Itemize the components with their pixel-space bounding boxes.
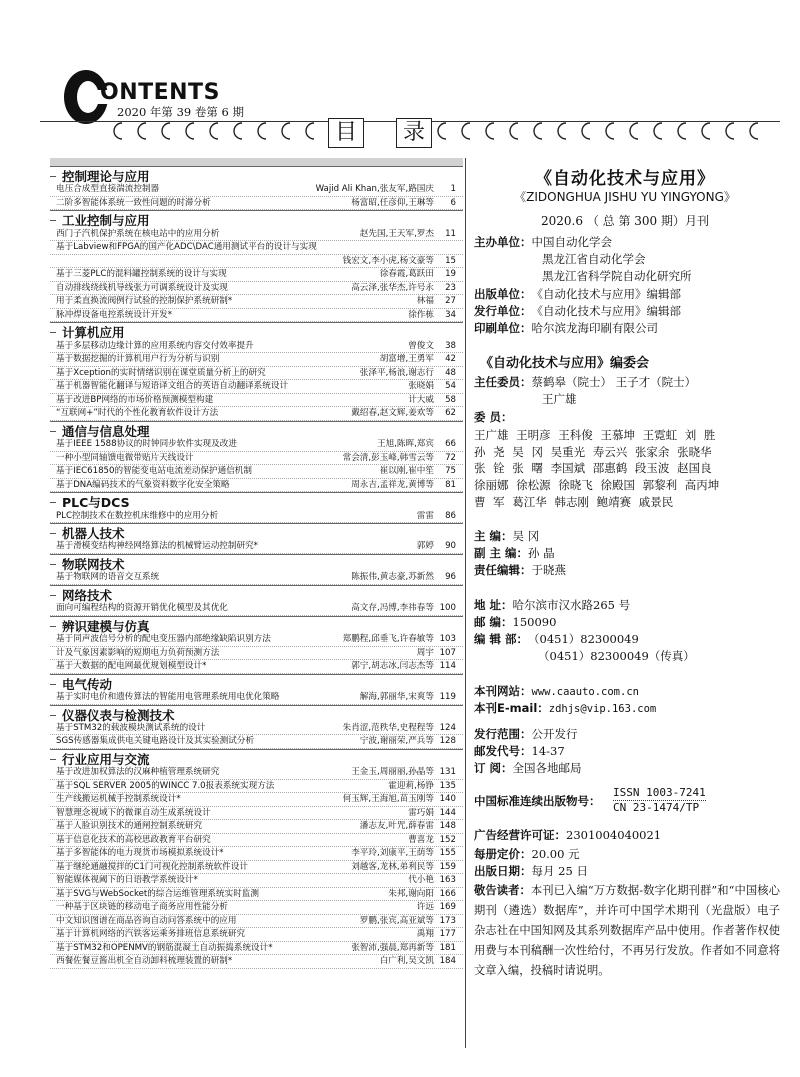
article-entry[interactable] [56, 722, 456, 734]
article-authors: 赵先国,王天军,罗杰 [359, 228, 434, 239]
issn-block [613, 786, 706, 815]
sponsor-3: 黑龙江省科学院自动化研究所 [542, 269, 692, 283]
article-entry[interactable] [56, 874, 456, 886]
email-label: 本刊E-mail： [474, 701, 549, 715]
article-authors: 雷雷 [416, 510, 434, 521]
article-authors: 解海,郭丽华,宋爽等 [359, 692, 434, 702]
article-title: 基于信息化技术的高校思政教育平台研究 [56, 834, 211, 845]
postcode-value: 150090 [512, 615, 557, 629]
article-title: 基于改进BP网络的市场价格预测模型构建 [56, 394, 214, 405]
article-authors: 胡富增,王勇军 [379, 354, 434, 365]
article-entry[interactable] [56, 633, 456, 645]
article-title: 电压合成型直接湍流控制器 [56, 184, 160, 195]
article-page: 75 [445, 466, 456, 477]
sponsor-row [474, 234, 612, 250]
article-page: 19 [445, 269, 456, 280]
article-authors: 雷巧娟 [408, 807, 434, 818]
article-title: 西门子汽机保护系统在核电站中的应用分析 [56, 228, 220, 239]
scope-label: 发行范围： [474, 727, 532, 741]
article-entry[interactable] [56, 197, 456, 209]
deputy-label: 副 主 编： [474, 546, 529, 560]
address-value: 哈尔滨市汉水路265 号 [512, 598, 631, 612]
members-row: 张 铨 张 曙 李国斌 邵惠鹤 段玉波 赵国良 [474, 461, 712, 476]
article-entry[interactable] [56, 380, 456, 392]
article-page: 128 [439, 736, 456, 747]
section-heading: 行业应用与交流 [62, 751, 150, 767]
scope-row [474, 726, 578, 742]
section-heading: 电气传动 [62, 676, 113, 692]
article-title: 基于大数据的配电网最优规划模型设计* [56, 661, 207, 672]
article-title: 计及气象因素影响的短期电力负荷预测方法 [56, 647, 220, 658]
article-authors: 周永吉,孟祥龙,黄博等 [351, 479, 434, 490]
article-entry[interactable] [56, 766, 456, 778]
article-entry[interactable] [56, 510, 456, 522]
article-title: 基于继纶通融搅拌的C1门可视化控制系统软件设计 [56, 861, 248, 872]
article-entry[interactable] [56, 861, 456, 873]
postal-code-value: 14-37 [531, 744, 565, 758]
committee-chair-row [474, 374, 696, 390]
distributor-row [474, 303, 681, 319]
ad-license-value: 2301004040021 [566, 828, 662, 842]
article-title: 自动排线绕线机导线张力可调系统设计及实现 [56, 282, 228, 293]
article-page: 72 [445, 452, 456, 463]
ad-license-label: 广告经营许可证： [474, 828, 566, 842]
article-authors: 宁波,谢丽荣,严兵等 [359, 736, 434, 747]
article-authors: 钱宏文,李小虎,杨文豪等 [342, 255, 434, 266]
article-entry[interactable] [56, 309, 456, 321]
article-entry[interactable] [56, 282, 456, 294]
article-title: 基于改进加权算法的汉麻种植管理系统研究 [56, 767, 220, 778]
article-page: 38 [445, 340, 456, 351]
article-page: 6 [450, 197, 456, 208]
article-authors: 禹翔 [416, 929, 434, 940]
article-page: 159 [439, 861, 456, 872]
distributor-value: 《自动化技术与应用》编辑部 [531, 304, 681, 318]
fax-value: （0451）82300049（传真） [538, 649, 695, 663]
article-title: 基于人脸识别技术的通闸控制系统研究 [56, 821, 203, 832]
publisher-label: 出版单位： [474, 287, 532, 301]
article-authors: 李平玲,刘康平,王荫等 [351, 848, 434, 859]
article-page: 34 [445, 309, 456, 320]
article-entry[interactable] [56, 407, 456, 419]
section-heading: 辨识建模与仿真 [62, 618, 150, 634]
article-title: 基于Labview和FPGA的国产化ADC\DAC通用测试平台的设计与实现 [56, 242, 317, 253]
article-page: 1 [450, 184, 456, 195]
article-entry[interactable] [56, 241, 456, 253]
contents-heading: ONTENTS [100, 80, 220, 105]
members-label: 委 员： [474, 410, 513, 424]
article-authors: 朱肖涩,范秩华,史程程等 [342, 722, 434, 733]
article-page: 42 [445, 354, 456, 365]
article-authors: 郑鹏程,邱垂飞,许春敏等 [342, 634, 434, 645]
members-row: 孙 尧 吴 冈 吴重光 寿云兴 张家余 张晓华 [474, 444, 712, 459]
article-authors: 王金玉,周丽丽,孙晶等 [351, 767, 434, 778]
article-entry[interactable] [56, 602, 456, 614]
article-entry[interactable] [56, 367, 456, 379]
subscription-row [474, 760, 582, 776]
printer-row [474, 320, 658, 336]
article-authors: 代小艳 [408, 875, 434, 886]
article-entry[interactable] [56, 540, 456, 552]
article-title: 智能媒体视阈下的日语教学系统设计* [56, 875, 198, 886]
article-page: 181 [439, 942, 456, 953]
article-page: 144 [439, 807, 456, 818]
notice-label: 敬告读者： [474, 884, 531, 897]
article-page: 119 [439, 692, 456, 702]
article-authors: Wajid Ali Khan,张友军,路国庆 [315, 184, 434, 195]
chief-value: 吴 冈 [512, 529, 540, 543]
price-value: 20.00 元 [531, 847, 580, 861]
distributor-label: 发行单位： [474, 304, 532, 318]
toc-top-band [50, 158, 463, 166]
article-page: 135 [439, 780, 456, 791]
section-heading: PLC与DCS [62, 495, 130, 511]
section-heading: 物联网技术 [62, 556, 125, 572]
article-page: 48 [445, 367, 456, 378]
address-row [474, 597, 630, 613]
article-title: 基于STM32的载波模块测试系统的设计 [56, 722, 206, 733]
subscription-value: 全国各地邮局 [512, 761, 582, 775]
article-authors: 王旭,陈晖,郑宾 [376, 439, 434, 450]
article-page: 114 [439, 661, 456, 672]
article-title: 基于IEEE 1588协议的时钟同步软件实现及改进 [56, 439, 237, 450]
article-entry[interactable] [56, 955, 456, 967]
article-title: 基于DNA编码技术的气象资料数字化安全策略 [56, 479, 230, 490]
article-page: 86 [445, 510, 456, 521]
article-title: 基于STM32和OPENMV的钢筋混凝土自动振捣系统设计* [56, 942, 273, 953]
article-authors: 曾俊文 [408, 340, 434, 351]
members-row: 王广雄 王明彦 王科俊 王慕坤 王霓虹 刘 胜 [474, 428, 716, 442]
article-page: 58 [445, 394, 456, 405]
phone-value: （0451）82300049 [528, 632, 639, 646]
article-title: 基于SVG与WebSocket的综合运维管理系统实时监测 [56, 888, 259, 899]
article-page: 166 [439, 888, 456, 899]
article-authors: 杨富昭,任彦仰,王琳等 [351, 197, 434, 208]
magazine-pinyin: 《ZIDONGHUA JISHU YU YINGYONG》 [514, 190, 736, 204]
scope-value: 公开发行 [531, 727, 578, 741]
postal-code-row [474, 743, 565, 759]
members-row: 徐丽娜 徐松源 徐晓飞 徐殿国 郭黎利 高丙坤 [474, 478, 720, 493]
article-page: 66 [445, 439, 456, 450]
chair-line1: 蔡鹤皋（院士） 王子才（院士） [531, 375, 697, 389]
article-entry[interactable] [56, 268, 456, 280]
article-authors: 林福 [416, 296, 434, 307]
website-link[interactable]: www.caauto.com.cn [531, 686, 639, 698]
article-page: 90 [445, 541, 456, 552]
table-of-contents [50, 158, 466, 1048]
article-page: 131 [439, 767, 456, 778]
article-page: 148 [439, 821, 456, 832]
article-page: 152 [439, 834, 456, 845]
article-entry[interactable] [56, 807, 456, 819]
article-entry[interactable] [56, 295, 456, 307]
article-page: 163 [439, 875, 456, 886]
section-heading: 机器人技术 [62, 526, 125, 541]
article-authors: 郭婷 [416, 541, 434, 552]
section-heading: 工业控制与应用 [62, 213, 150, 229]
article-authors: 陈振伟,黄志豪,苏新然 [351, 572, 434, 583]
article-authors: 张泽平,杨浪,谢志行 [359, 367, 434, 378]
magazine-issue: 2020.6 （ 总 第 300 期）月刊 [541, 214, 709, 228]
article-authors: 高文存,冯博,李祎春等 [351, 603, 434, 614]
article-entry[interactable] [56, 479, 456, 491]
article-title: SGS传感器集成供电关键电路设计及其实验测试分析 [56, 736, 255, 747]
article-entry[interactable] [56, 394, 456, 406]
sponsor-label: 主办单位： [474, 235, 532, 249]
article-entry[interactable] [56, 834, 456, 846]
issn-label: 中国标准连续出版物号： [474, 794, 601, 808]
article-entry[interactable] [56, 660, 456, 672]
deputy-editor-row [474, 545, 555, 561]
article-title: 生产线搬运机械手控制系统设计* [56, 794, 181, 805]
issn-value: ISSN 1003-7241 [613, 786, 706, 799]
article-title: 中文知识图谱在商品咨询自动问答系统中的应用 [56, 915, 237, 926]
deputy-value: 孙 晶 [528, 546, 555, 560]
pub-date-value: 每月 25 日 [531, 864, 588, 878]
article-page: 155 [439, 848, 456, 859]
article-page: 23 [445, 282, 456, 293]
entry-separator [50, 968, 463, 969]
chief-editor-row [474, 528, 539, 544]
committee-heading: 《自动化技术与应用》编委会 [480, 356, 650, 371]
article-entry[interactable] [56, 888, 456, 900]
article-title: PLC控制技术在数控机床维修中的应用分析 [56, 510, 219, 521]
article-page: 54 [445, 381, 456, 392]
article-authors: 常会清,彭玉峰,韩雪云等 [342, 452, 434, 463]
article-entry[interactable] [56, 735, 456, 747]
responsible-editor-row [474, 562, 566, 578]
article-authors: 白广利,吴文凯 [379, 956, 434, 967]
postcode-row [474, 614, 556, 630]
article-authors: 张晓娟 [408, 381, 434, 392]
article-authors: 崔以刚,崔中笙 [379, 466, 434, 477]
article-authors: 徐作栋 [408, 309, 434, 320]
article-title: 一种小型同轴馈电微带贴片天线设计 [56, 452, 194, 463]
publisher-value: 《自动化技术与应用》编辑部 [531, 287, 681, 301]
article-authors: 罗鹏,张宾,高亚斌等 [359, 915, 434, 926]
article-title: 智慧理念视域下的微课自动生成系统设计 [56, 807, 211, 818]
article-page: 96 [445, 572, 456, 583]
article-title: 基于物联网的语音交互系统 [56, 572, 160, 583]
price-row [474, 846, 580, 862]
article-entry[interactable] [56, 847, 456, 859]
article-authors: 张智沛,强晨,郑再新等 [351, 942, 434, 953]
issue-line: 2020 年第 39 卷第 6 期 [117, 105, 244, 119]
article-title: “互联网+”时代的个性化教育软件设计方法 [56, 408, 219, 419]
article-title: 二阶多智能体系统一致性问题的时滞分析 [56, 197, 211, 208]
section-heading: 计算机应用 [62, 325, 125, 341]
responsible-label: 责任编辑： [474, 563, 532, 577]
postcode-label: 邮 编： [474, 615, 513, 629]
editorial-phone-row [474, 631, 639, 647]
pub-date-label: 出版日期： [474, 864, 532, 878]
article-title: 基于三菱PLC的混料罐控制系统的设计与实现 [56, 269, 227, 280]
article-page: 169 [439, 902, 456, 913]
article-page: 62 [445, 408, 456, 419]
article-authors: 戴绍春,赵文辉,姜欢等 [351, 408, 434, 419]
article-page: 140 [439, 794, 456, 805]
article-authors: 潘志友,叶咒,薛春雷 [359, 821, 434, 832]
article-page: 124 [439, 722, 456, 733]
title-char-lu: 录 [396, 118, 432, 148]
article-entry[interactable] [56, 183, 456, 195]
article-entry[interactable] [56, 571, 456, 583]
email-row [474, 700, 656, 717]
notice-text: 本刊已入编“万方数据-数字化期刊群”和“中国核心期刊（遴选）数据库”，并许可中国学术期刊（光盘版）电子杂志社在中国知网及其系列数据库产品中使用。作者著作权使用费与本刊稿酬一次性给付，不再另行发放。作者如不同意将文章入编，投稿时请说明。 [474, 884, 780, 977]
members-row: 曹 军 葛江华 韩志刚 鲍靖赛 戚景民 [474, 494, 674, 509]
postal-code-label: 邮发代号： [474, 744, 532, 758]
article-entry[interactable] [56, 793, 456, 805]
dept-label: 编 辑 部： [474, 632, 529, 646]
article-page: 173 [439, 915, 456, 926]
committee-members [474, 427, 784, 511]
article-authors: 郭宁,胡志冰,闫志杰等 [351, 661, 434, 672]
article-title: 基于SQL SERVER 2005的WINCC 7.0报表系统实现方法 [56, 780, 275, 791]
article-title: 西餐佐餐豆酱出机全自动卸料梳理装置的研制* [56, 956, 233, 967]
responsible-value: 于晓燕 [531, 563, 566, 577]
sponsor-2: 黑龙江省自动化学会 [542, 252, 646, 266]
article-entry[interactable] [56, 820, 456, 832]
article-title: 脉冲焊设备电控系统设计开发* [56, 309, 173, 320]
article-page: 103 [439, 634, 456, 645]
cn-value: CN 23-1474/TP [613, 801, 700, 814]
website-label: 本刊网站： [474, 684, 532, 698]
section-heading: 网络技术 [62, 587, 113, 603]
article-title: 面向可编程结构的资源开销优化模型及其优化 [56, 603, 228, 614]
article-title: 基于数据挖掘的计算机用户行为分析与识别 [56, 354, 220, 365]
article-entry[interactable] [56, 915, 456, 927]
article-page: 11 [445, 228, 456, 239]
chief-label: 主 编： [474, 529, 513, 543]
article-page: 100 [439, 603, 456, 614]
article-entry[interactable] [56, 928, 456, 940]
article-title: 基于IEC61850的智能变电站电流差动保护通信机制 [56, 466, 252, 477]
reader-notice [474, 881, 780, 981]
section-heading: 仪器仪表与检测技术 [62, 707, 175, 723]
article-title: 基于同声波信号分析的配电变压器内部绝缘缺陷识别方法 [56, 634, 271, 645]
article-authors: 徐春霞,葛跃田 [379, 269, 434, 280]
article-page: 15 [445, 255, 456, 266]
article-authors: 朱邦,谢向阳 [388, 888, 434, 899]
article-title: 用于柔直换流阀例行试验的控制保护系统研制* [56, 296, 233, 307]
website-row [474, 683, 639, 700]
article-entry[interactable] [56, 452, 456, 464]
email-link[interactable]: zdhjs@vip.163.com [548, 703, 657, 715]
subscription-label: 订 阅： [474, 761, 513, 775]
article-authors: 何玉辉,王海旭,苗玉刚等 [342, 794, 434, 805]
publisher-row [474, 286, 681, 302]
title-char-mu: 目 [328, 118, 364, 148]
decorative-circle-row [110, 122, 780, 142]
article-entry[interactable] [56, 353, 456, 365]
article-title: 一种基于区块链的移动电子商务应用性能分析 [56, 902, 228, 913]
article-title: 基于多层移动边缘计算的应用系统内容交付效率提升 [56, 340, 254, 351]
article-page: 177 [439, 929, 456, 940]
article-authors: 霍迎莉,杨铮 [388, 780, 434, 791]
article-entry[interactable] [56, 780, 456, 792]
article-entry[interactable] [56, 942, 456, 954]
section-heading: 通信与信息处理 [62, 423, 150, 439]
pub-date-row [474, 863, 588, 879]
article-authors: 周宇 [416, 647, 434, 658]
article-authors: 刘越客,龙林,弟利民等 [351, 861, 434, 872]
chair-line2: 王广雄 [542, 392, 577, 406]
article-entry[interactable] [56, 255, 456, 267]
magazine-title: 《自动化技术与应用》 [535, 169, 715, 189]
section-heading: 控制理论与应用 [62, 169, 150, 184]
article-entry[interactable] [56, 438, 456, 450]
article-page: 184 [439, 956, 456, 967]
sponsor-1: 中国自动化学会 [531, 235, 612, 249]
article-authors: 计大威 [408, 394, 434, 405]
printer-value: 哈尔滨龙海印刷有限公司 [531, 321, 658, 335]
ad-license-row [474, 827, 661, 843]
article-title: 基于实时电价和遗传算法的智能用电管理系统用电优化策略 [56, 692, 280, 702]
article-entry[interactable] [56, 901, 456, 913]
article-title: 基于计算机网络的汽铁客运乘务排班信息系统研究 [56, 929, 246, 940]
article-page: 107 [439, 647, 456, 658]
article-authors: 高云泽,张华杰,许号永 [351, 282, 434, 293]
article-authors: 曹喜龙 [408, 834, 434, 845]
article-title: 基于滑模变结构神经网络算法的机械臂运动控制研究* [56, 541, 258, 552]
printer-label: 印刷单位： [474, 321, 532, 335]
address-label: 地 址： [474, 598, 513, 612]
article-entry[interactable] [56, 465, 456, 477]
article-entry[interactable] [56, 691, 456, 703]
article-title: 基于机器智能化翻译与短语译文组合的英语自动翻译系统设计 [56, 381, 289, 392]
article-authors: 许远 [416, 902, 434, 913]
price-label: 每册定价： [474, 847, 532, 861]
chair-label: 主任委员： [474, 375, 532, 389]
article-page: 27 [445, 296, 456, 307]
article-entry[interactable] [56, 340, 456, 352]
article-title: 基于多智能体的电力现货市场模拟系统设计* [56, 848, 224, 859]
article-entry[interactable] [56, 228, 456, 240]
article-page: 81 [445, 479, 456, 490]
article-entry[interactable] [56, 647, 456, 659]
article-title: 基于Xception的实时情绪识别在课堂质量分析上的研究 [56, 367, 266, 378]
